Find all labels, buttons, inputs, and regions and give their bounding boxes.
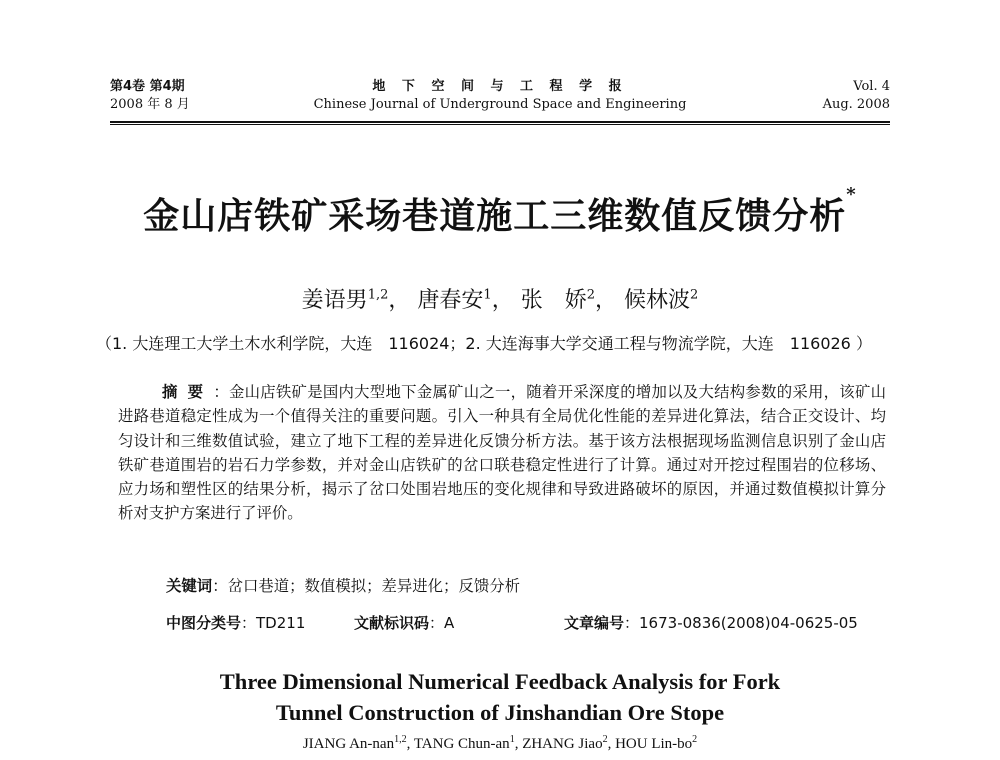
doc-code-label: 文献标识码 xyxy=(354,614,430,632)
author-name: 唐春安 xyxy=(417,288,484,313)
volume-en: Vol. 4 xyxy=(853,79,890,94)
author-affil-mark: 2 xyxy=(586,287,595,303)
author-name: 张 娇 xyxy=(520,288,587,313)
header-rule-thin xyxy=(110,124,890,125)
header-center xyxy=(110,78,890,114)
keywords-label: 关键词 xyxy=(166,577,213,595)
volume-issue-cn: 第4卷 第4期 xyxy=(110,79,185,94)
english-title xyxy=(0,666,1000,728)
header-rule-thick xyxy=(110,121,890,123)
date-en: Aug. 2008 xyxy=(822,97,890,112)
article-number-label: 文章编号 xyxy=(564,614,625,632)
english-author-separator: , xyxy=(406,736,414,752)
journal-name-cn: 地 下 空 间 与 工 程 学 报 xyxy=(372,79,628,94)
author-affil-mark: 1 xyxy=(483,287,492,303)
english-title-line-1: Three Dimensional Numerical Feedback Analysis for Fork xyxy=(219,669,781,694)
english-author-affil-mark: 2 xyxy=(692,734,698,745)
abstract xyxy=(118,380,886,526)
author-list xyxy=(0,283,1000,314)
english-author-name: TANG Chun-an xyxy=(413,736,510,752)
title-footnote-mark: * xyxy=(846,184,857,205)
english-author-affil-mark: 1 xyxy=(509,734,515,745)
journal-name-en: Chinese Journal of Underground Space and Engineering xyxy=(313,97,687,112)
keywords xyxy=(166,574,520,596)
english-author-list xyxy=(0,734,1000,753)
paper-title xyxy=(0,184,1000,239)
running-header xyxy=(110,78,890,118)
english-author-name: ZHANG Jiao xyxy=(522,736,603,752)
author-name: 姜语男 xyxy=(301,288,368,313)
clc-value: ：TD211 xyxy=(241,614,306,632)
date-cn: 2008 年 8 月 xyxy=(110,97,190,112)
document-code xyxy=(354,612,454,633)
author-separator: ， xyxy=(491,288,514,313)
article-number xyxy=(564,612,858,633)
english-author-affil-mark: 2 xyxy=(602,734,608,745)
header-right xyxy=(823,78,890,114)
author-name: 候林波 xyxy=(624,288,691,313)
author-affil-mark: 2 xyxy=(690,287,699,303)
author-affil-mark: 1,2 xyxy=(367,287,389,303)
clc-label: 中图分类号 xyxy=(166,614,242,632)
doc-code-value: ：A xyxy=(429,614,455,632)
author-separator: ， xyxy=(388,288,411,313)
paper-title-text: 金山店铁矿采场巷道施工三维数值反馈分析 xyxy=(143,195,847,237)
affiliations: （1. 大连理工大学土木水利学院，大连 116024；2. 大连海事大学交通工程与物流学院，大连 116026 ） xyxy=(96,334,872,353)
article-number-value: ：1673-0836(2008)04-0625-05 xyxy=(624,614,858,632)
abstract-label: 摘要 xyxy=(162,383,214,401)
english-title-line-2: Tunnel Construction of Jinshandian Ore Stope xyxy=(275,700,725,725)
abstract-text: ：金山店铁矿是国内大型地下金属矿山之一，随着开采深度的增加以及大结构参数的采用，该矿山进路巷道稳定性成为一个值得关注的重要问题。引入一种具有全局优化性能的差异进化算法，结合正交设计、均匀设计和三维数值试验，建立了地下工程的差异进化反馈分析方法。基于该方法根据现场监测信息识别了金山店铁矿巷道围岩的岩石力学参数，并对金山店铁矿的岔口联巷稳定性进行了计算。通过对开挖过程围岩的位移场、应力场和塑性区的结果分析，揭示了岔口处围岩地压的变化规律和导致进路破坏的原因，并通过数值模拟计算分析对支护方案进行了评价。 xyxy=(118,383,886,523)
english-author-name: HOU Lin-bo xyxy=(615,736,693,752)
author-separator: ， xyxy=(595,288,618,313)
english-author-separator: , xyxy=(607,736,616,752)
keywords-text: ：岔口巷道；数值模拟；差异进化；反馈分析 xyxy=(212,577,521,595)
english-author-name: JIANG An-nan xyxy=(302,736,395,752)
clc-number xyxy=(166,612,305,633)
english-author-separator: , xyxy=(514,736,523,752)
english-author-affil-mark: 1,2 xyxy=(394,734,407,745)
